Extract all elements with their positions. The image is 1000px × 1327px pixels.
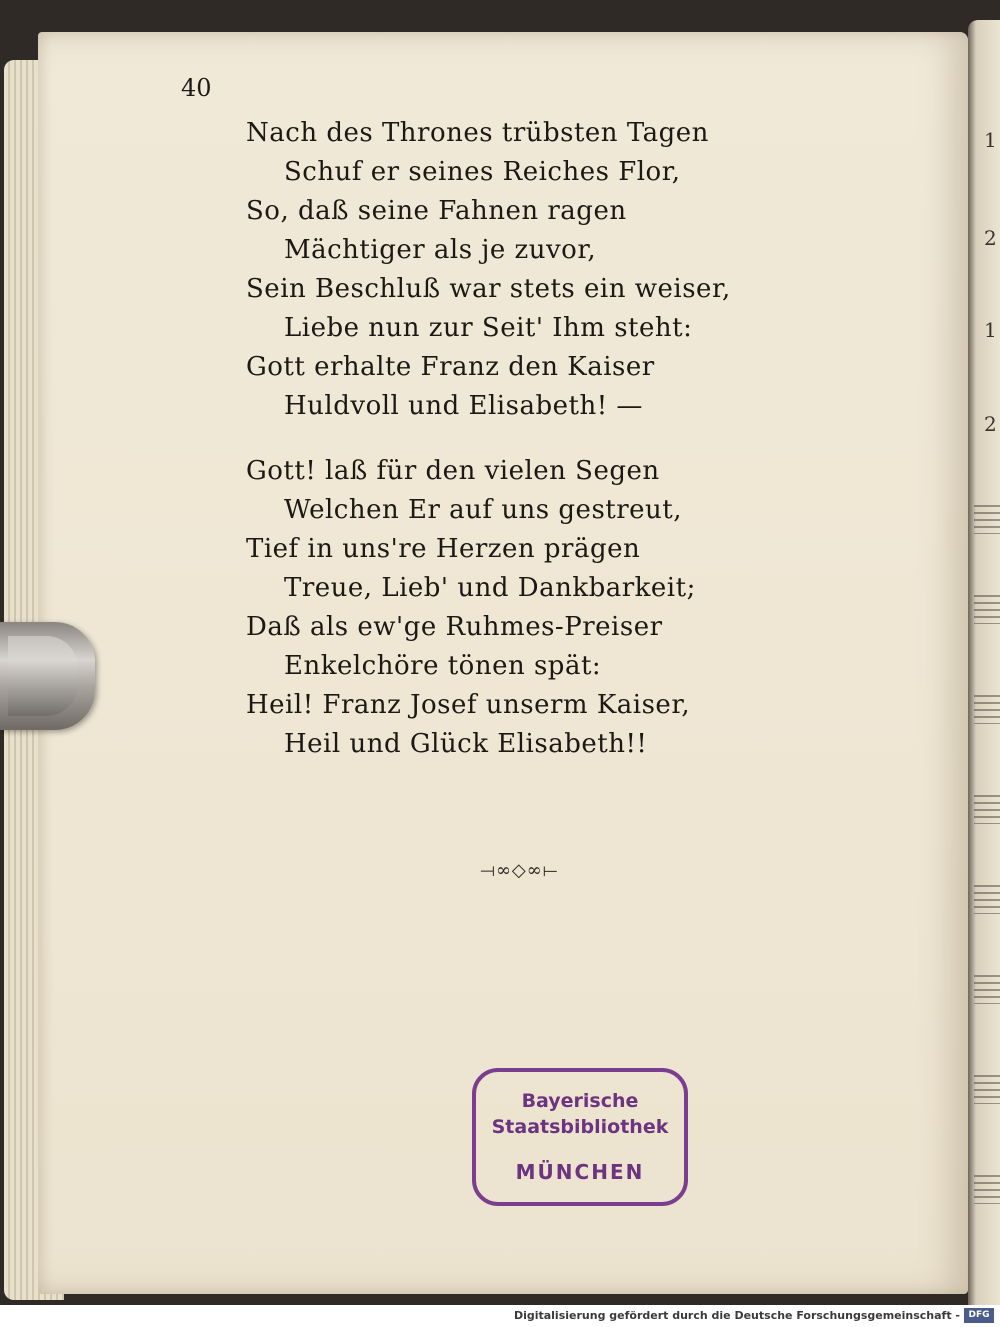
poem-line: Nach des Thrones trübsten Tagen <box>246 118 709 148</box>
poem-line: Welchen Er auf uns gestreut, <box>284 495 683 525</box>
funding-notice: Digitalisierung gefördert durch die Deutsche Forschungsgemeinschaft - <box>513 1309 960 1322</box>
page-number: 40 <box>181 74 212 102</box>
facing-page-glyph: 1 <box>984 318 997 342</box>
stamp-line: MÜNCHEN <box>515 1160 645 1184</box>
facing-page-glyph: 2 <box>984 226 997 250</box>
poem-line: Gott! laß für den vielen Segen <box>246 456 660 486</box>
poem-line: Schuf er seines Reiches Flor, <box>284 157 681 187</box>
music-staff-fragment <box>974 790 1000 824</box>
footer-bar <box>0 1305 1000 1327</box>
page-clip-highlight <box>8 636 78 716</box>
poem-line: Treue, Lieb' und Dankbarkeit; <box>284 573 696 603</box>
facing-page-glyph: 2 <box>984 412 997 436</box>
page-clip <box>0 622 95 730</box>
library-stamp <box>472 1068 688 1206</box>
poem-line: Gott erhalte Franz den Kaiser <box>246 352 655 382</box>
poem-line: Liebe nun zur Seit' Ihm steht: <box>284 313 693 343</box>
poem-line: Daß als ew'ge Ruhmes-Preiser <box>246 612 663 642</box>
music-staff-fragment <box>974 690 1000 724</box>
poem-stanza-2 <box>246 452 696 764</box>
ornament-divider: ⟞∞◇∞⟝ <box>480 860 559 881</box>
poem-line: Heil! Franz Josef unserm Kaiser, <box>246 690 691 720</box>
music-staff-fragment <box>974 970 1000 1004</box>
poem-line: Mächtiger als je zuvor, <box>284 235 597 265</box>
poem-line: So, daß seine Fahnen ragen <box>246 196 627 226</box>
music-staff-fragment <box>974 1170 1000 1204</box>
poem-stanza-1 <box>246 114 731 426</box>
music-staff-fragment <box>974 1070 1000 1104</box>
poem-line: Heil und Glück Elisabeth!! <box>284 729 648 759</box>
poem-line: Sein Beschluß war stets ein weiser, <box>246 274 731 304</box>
stamp-line: Bayerische <box>521 1090 639 1112</box>
poem-line: Enkelchöre tönen spät: <box>284 651 602 681</box>
poem-line: Tief in uns're Herzen prägen <box>246 534 641 564</box>
music-staff-fragment <box>974 880 1000 914</box>
facing-page-edge <box>968 20 1000 1305</box>
stamp-line: Staatsbibliothek <box>491 1116 669 1138</box>
poem-line: Huldvoll und Elisabeth! — <box>284 391 643 421</box>
dfg-logo: DFG <box>964 1308 994 1323</box>
music-staff-fragment <box>974 590 1000 624</box>
music-staff-fragment <box>974 500 1000 534</box>
facing-page-glyph: 1 <box>984 128 997 152</box>
